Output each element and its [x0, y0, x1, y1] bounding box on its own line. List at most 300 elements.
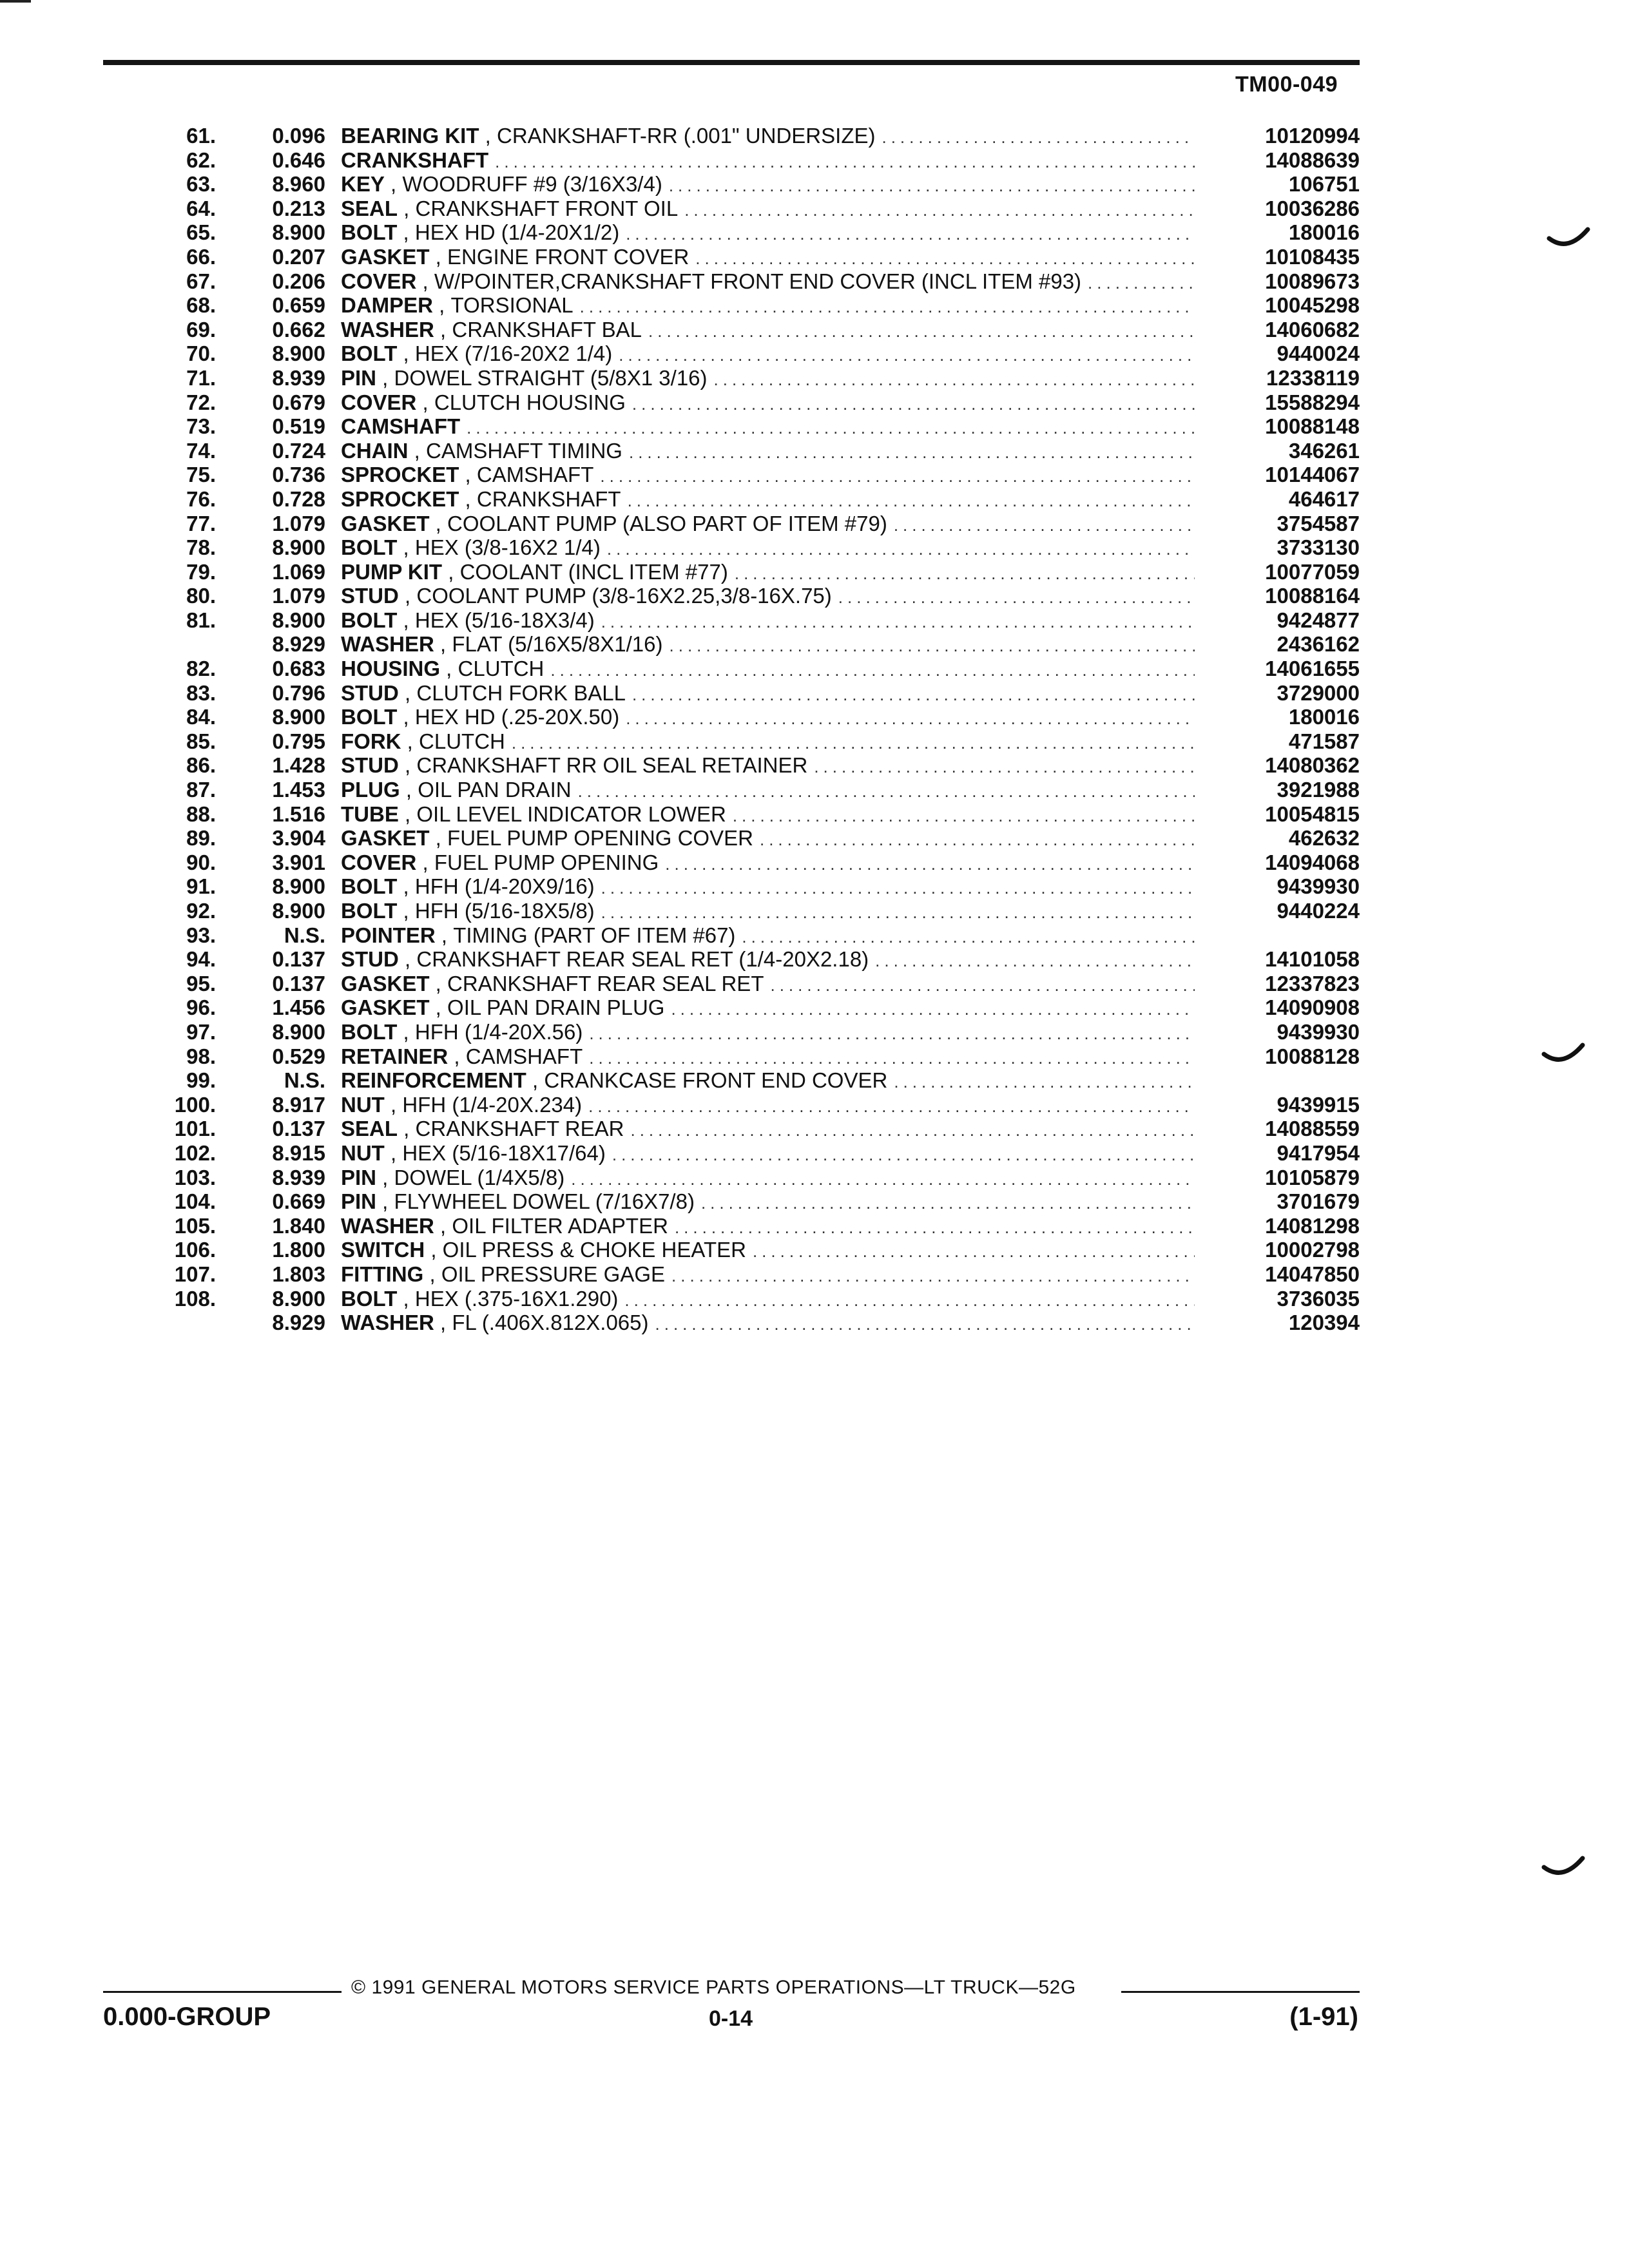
crop-mark [0, 0, 31, 3]
item-number: 61. [186, 124, 216, 148]
dot-leader [894, 1070, 1195, 1095]
part-description [325, 1166, 1205, 1192]
group-number: 0.796 [272, 680, 325, 705]
part-number: 10088164 [1265, 584, 1360, 608]
part-number: 10088128 [1265, 1044, 1360, 1068]
group-number: N.S. [284, 1068, 325, 1093]
part-name: FITTING [341, 1262, 424, 1286]
part-detail: TORSIONAL [450, 293, 574, 318]
item-number: 108. [174, 1286, 216, 1311]
part-detail: CLUTCH FORK BALL [416, 680, 626, 705]
description-separator: , [376, 1165, 394, 1189]
list-item [129, 608, 1360, 633]
page-number: 0-14 [709, 2006, 753, 2031]
description-separator: , [376, 1189, 394, 1214]
part-description [325, 1093, 1205, 1119]
part-name: STUD [341, 947, 399, 972]
list-item [129, 341, 1360, 366]
list-item [129, 414, 1360, 439]
group-number: 1.803 [272, 1262, 325, 1286]
part-number: 14090908 [1265, 995, 1360, 1020]
dot-leader [838, 586, 1195, 610]
part-name: PUMP KIT [341, 559, 443, 584]
part-detail: COOLANT PUMP (ALSO PART OF ITEM #79) [447, 511, 887, 535]
item-number: 91. [186, 874, 216, 899]
part-detail: OIL PRESS & CHOKE HEATER [442, 1238, 746, 1262]
part-detail: CRANKSHAFT [476, 486, 621, 511]
item-number: 81. [186, 608, 216, 632]
part-name: COVER [341, 850, 417, 874]
part-detail: CAMSHAFT [476, 463, 594, 487]
list-item [129, 947, 1360, 972]
group-number: 8.900 [272, 705, 325, 729]
group-number: 1.079 [272, 584, 325, 608]
description-separator: , [479, 124, 497, 148]
description-separator: , [397, 1019, 415, 1044]
part-name: SPROCKET [341, 463, 459, 487]
check-mark-icon [1541, 1043, 1586, 1068]
description-separator: , [408, 438, 427, 463]
part-name: BOLT [341, 899, 398, 923]
list-item [129, 366, 1360, 390]
part-description [325, 608, 1205, 635]
part-name: POINTER [341, 923, 436, 947]
part-description [325, 1311, 1205, 1337]
list-item [129, 390, 1360, 415]
item-number: 88. [186, 802, 216, 826]
description-separator: , [397, 535, 415, 560]
group-number: 0.137 [272, 947, 325, 972]
item-number: 63. [186, 172, 216, 197]
part-description [325, 972, 1205, 998]
list-item [129, 148, 1360, 173]
part-name: STUD [341, 753, 399, 778]
description-separator: , [429, 971, 448, 995]
item-number: 65. [186, 220, 216, 245]
part-name: GASKET [341, 971, 430, 995]
part-name: REINFORCEMENT [341, 1068, 526, 1093]
part-number: 14047850 [1265, 1262, 1360, 1286]
part-detail: WOODRUFF #9 (3/16X3/4) [402, 172, 662, 197]
part-number: 10045298 [1265, 293, 1360, 318]
list-item [129, 124, 1360, 148]
item-number: 69. [186, 317, 216, 341]
item-number: 75. [186, 463, 216, 487]
part-name: COVER [341, 390, 417, 414]
part-description [325, 729, 1205, 756]
part-number: 180016 [1288, 220, 1360, 245]
group-number: 3.904 [272, 826, 325, 850]
dot-leader [735, 562, 1195, 586]
list-item [129, 1044, 1360, 1069]
part-description [325, 850, 1205, 877]
group-number: 8.917 [272, 1092, 325, 1117]
part-number: 3754587 [1277, 511, 1360, 535]
part-description [325, 1117, 1205, 1143]
list-item [129, 512, 1360, 536]
description-separator: , [429, 826, 448, 850]
group-number: 8.929 [272, 632, 325, 657]
dot-leader [588, 1095, 1195, 1119]
part-number: 471587 [1288, 729, 1360, 753]
list-item [129, 439, 1360, 463]
part-detail: FLAT (5/16X5/8X1/16) [452, 632, 663, 657]
part-number: 10088148 [1265, 414, 1360, 439]
part-detail: FUEL PUMP OPENING COVER [447, 826, 753, 850]
item-number: 77. [186, 511, 216, 535]
check-mark-icon [1541, 1856, 1586, 1881]
part-detail: OIL LEVEL INDICATOR LOWER [416, 802, 726, 826]
part-name: TUBE [341, 802, 399, 826]
part-name: CHAIN [341, 438, 409, 463]
part-description [325, 414, 1205, 441]
part-detail: DOWEL STRAIGHT (5/8X1 3/16) [394, 365, 708, 390]
list-item [129, 1238, 1360, 1262]
part-number: 12338119 [1266, 365, 1360, 390]
part-name: GASKET [341, 511, 430, 535]
dot-leader [607, 537, 1195, 562]
list-item [129, 197, 1360, 221]
part-name: WASHER [341, 1311, 434, 1335]
list-item [129, 899, 1360, 923]
part-detail: OIL PRESSURE GAGE [441, 1262, 666, 1286]
dot-leader [671, 997, 1195, 1022]
part-detail: CRANKCASE FRONT END COVER [544, 1068, 888, 1093]
group-number: 1.453 [272, 778, 325, 802]
dot-leader [882, 126, 1195, 150]
description-separator: , [440, 657, 458, 681]
part-name: NUT [341, 1092, 385, 1117]
dot-leader [875, 949, 1195, 974]
part-detail: HFH (1/4-20X.234) [402, 1092, 583, 1117]
part-detail: TIMING (PART OF ITEM #67) [453, 923, 736, 947]
part-detail: COOLANT PUMP (3/8-16X2.25,3/8-16X.75) [416, 584, 832, 608]
list-item [129, 463, 1360, 487]
description-separator: , [397, 220, 415, 245]
dot-leader [684, 198, 1195, 223]
description-separator: , [384, 1140, 403, 1165]
list-item [129, 1117, 1360, 1141]
part-description [325, 1189, 1205, 1216]
item-number: 96. [186, 995, 216, 1020]
group-number: 1.800 [272, 1238, 325, 1262]
description-separator: , [434, 317, 452, 341]
part-name: PIN [341, 1165, 377, 1189]
part-description [325, 535, 1205, 562]
list-item [129, 1020, 1360, 1044]
part-description [325, 172, 1205, 198]
part-name: PIN [341, 1189, 377, 1214]
dot-leader [742, 925, 1195, 950]
item-number: 80. [186, 584, 216, 608]
part-name: FORK [341, 729, 401, 753]
list-item [129, 923, 1360, 948]
part-name: NUT [341, 1140, 385, 1165]
part-name: CAMSHAFT [341, 414, 461, 439]
part-name: PLUG [341, 778, 400, 802]
part-name: WASHER [341, 1213, 434, 1238]
part-detail: OIL PAN DRAIN PLUG [447, 995, 665, 1020]
part-detail: CLUTCH HOUSING [434, 390, 626, 414]
list-item [129, 1068, 1360, 1093]
description-separator: , [397, 341, 415, 366]
part-description [325, 778, 1205, 804]
dot-leader [670, 634, 1195, 658]
part-detail: HEX (.375-16X1.290) [414, 1286, 619, 1311]
part-number: 462632 [1288, 826, 1360, 850]
list-item [129, 1262, 1360, 1287]
part-description [325, 560, 1205, 586]
part-detail: HEX (7/16-20X2 1/4) [414, 341, 613, 366]
part-name: GASKET [341, 995, 430, 1020]
part-detail: CAMSHAFT TIMING [426, 438, 622, 463]
description-separator: , [416, 850, 434, 874]
part-name: BEARING KIT [341, 124, 479, 148]
description-separator: , [423, 1262, 441, 1286]
part-name: SEAL [341, 196, 398, 220]
part-detail: CRANKSHAFT-RR (.001" UNDERSIZE) [497, 124, 876, 148]
group-number: 0.728 [272, 486, 325, 511]
description-separator: , [384, 1092, 403, 1117]
group-number: 0.137 [272, 1117, 325, 1141]
list-item [129, 584, 1360, 608]
group-number: 8.915 [272, 1140, 325, 1165]
part-name: GASKET [341, 826, 430, 850]
part-description [325, 632, 1205, 658]
dot-leader [770, 974, 1195, 998]
revision-date: (1-91) [1289, 2003, 1358, 2031]
item-number: 83. [186, 680, 216, 705]
item-number: 92. [186, 899, 216, 923]
list-item [129, 535, 1360, 560]
list-item [129, 972, 1360, 996]
part-number: 14080362 [1265, 753, 1360, 778]
group-number: 0.096 [272, 124, 325, 148]
part-number: 10077059 [1265, 559, 1360, 584]
part-number: 9417954 [1277, 1140, 1360, 1165]
part-description [325, 197, 1205, 223]
part-description [325, 874, 1205, 901]
list-item [129, 657, 1360, 681]
dot-leader [665, 852, 1195, 877]
part-detail: CRANKSHAFT RR OIL SEAL RETAINER [416, 753, 808, 778]
dot-leader [601, 610, 1195, 635]
part-description [325, 1020, 1205, 1046]
group-number: 0.646 [272, 148, 325, 172]
group-number: 8.939 [272, 365, 325, 390]
part-detail: HEX HD (.25-20X.50) [414, 705, 620, 729]
group-number: 1.516 [272, 802, 325, 826]
list-item [129, 729, 1360, 754]
part-description [325, 1141, 1205, 1168]
item-number: 67. [186, 269, 216, 293]
item-number: 68. [186, 293, 216, 318]
part-description [325, 1214, 1205, 1240]
part-name: STUD [341, 584, 399, 608]
copyright-notice: © 1991 GENERAL MOTORS SERVICE PARTS OPERATIONS—LT TRUCK—52G [351, 1977, 1076, 1998]
part-number: 10105879 [1265, 1165, 1360, 1189]
part-detail: ENGINE FRONT COVER [447, 244, 689, 269]
description-separator: , [397, 705, 415, 729]
part-number: 9440024 [1277, 341, 1360, 366]
dot-leader [814, 755, 1195, 780]
item-number: 98. [186, 1044, 216, 1068]
part-number: 14061655 [1265, 657, 1360, 681]
description-separator: , [429, 511, 448, 535]
description-separator: , [398, 947, 417, 972]
item-number: 64. [186, 196, 216, 220]
item-number: 89. [186, 826, 216, 850]
part-description [325, 463, 1205, 489]
part-description [325, 1068, 1205, 1095]
list-item [129, 245, 1360, 269]
part-description [325, 584, 1205, 610]
part-number: 464617 [1288, 486, 1360, 511]
part-description [325, 753, 1205, 780]
part-name: KEY [341, 172, 385, 197]
dot-leader [714, 368, 1195, 392]
part-description [325, 124, 1205, 150]
item-number: 70. [186, 341, 216, 366]
part-name: RETAINER [341, 1044, 448, 1068]
part-name: GASKET [341, 244, 430, 269]
description-separator: , [397, 874, 415, 899]
part-number: 10120994 [1265, 124, 1360, 148]
list-item [129, 995, 1360, 1020]
part-number: 9424877 [1277, 608, 1360, 632]
part-number: 9439915 [1277, 1092, 1360, 1117]
part-number: 10089673 [1265, 269, 1360, 293]
item-number: 73. [186, 414, 216, 439]
item-number: 76. [186, 486, 216, 511]
part-description [325, 1262, 1205, 1289]
dot-leader [648, 320, 1195, 344]
part-name: SPROCKET [341, 486, 459, 511]
check-mark-icon [1547, 227, 1592, 253]
list-item [129, 802, 1360, 827]
list-item [129, 269, 1360, 294]
list-item [129, 632, 1360, 657]
dot-leader [550, 658, 1195, 683]
description-separator: , [435, 923, 454, 947]
list-item [129, 318, 1360, 342]
description-separator: , [434, 632, 452, 657]
description-separator: , [397, 608, 415, 632]
group-number: 0.213 [272, 196, 325, 220]
list-item [129, 778, 1360, 802]
group-number: 0.679 [272, 390, 325, 414]
part-detail: HFH (1/4-20X9/16) [414, 874, 595, 899]
description-separator: , [416, 390, 434, 414]
description-separator: , [398, 196, 416, 220]
dot-leader [619, 343, 1195, 368]
item-number: 93. [186, 923, 216, 947]
list-item [129, 681, 1360, 706]
list-item [129, 1214, 1360, 1238]
dot-leader [626, 707, 1195, 731]
part-description [325, 657, 1205, 683]
part-detail: FLYWHEEL DOWEL (7/16X7/8) [394, 1189, 695, 1214]
part-description [325, 681, 1205, 707]
description-separator: , [434, 1311, 452, 1335]
part-name: CRANKSHAFT [341, 148, 489, 172]
part-name: BOLT [341, 1286, 398, 1311]
part-description [325, 802, 1205, 829]
part-detail: HEX (3/8-16X2 1/4) [414, 535, 601, 560]
list-item [129, 172, 1360, 197]
part-description [325, 947, 1205, 974]
part-detail: OIL PAN DRAIN [418, 778, 572, 802]
description-separator: , [384, 172, 403, 197]
description-separator: , [401, 729, 419, 753]
part-number: 9439930 [1277, 1019, 1360, 1044]
group-number: 3.901 [272, 850, 325, 874]
part-number: 180016 [1288, 705, 1360, 729]
part-name: BOLT [341, 874, 398, 899]
group-number: 1.079 [272, 511, 325, 535]
dot-leader [612, 1143, 1195, 1168]
group-number: 1.069 [272, 559, 325, 584]
group-number: 8.900 [272, 1019, 325, 1044]
part-description [325, 341, 1205, 368]
part-name: WASHER [341, 632, 434, 657]
list-item [129, 705, 1360, 729]
item-number: 100. [174, 1092, 216, 1117]
list-item [129, 560, 1360, 584]
dot-leader [601, 901, 1195, 925]
item-number: 78. [186, 535, 216, 560]
part-name: BOLT [341, 341, 398, 366]
dot-leader [733, 804, 1195, 829]
dot-leader [589, 1046, 1195, 1071]
dot-leader [632, 683, 1195, 707]
list-item [129, 826, 1360, 850]
description-separator: , [434, 1213, 452, 1238]
part-name: PIN [341, 365, 377, 390]
part-number: 14088559 [1265, 1117, 1360, 1141]
description-separator: , [398, 680, 417, 705]
description-separator: , [459, 463, 477, 487]
dot-leader [629, 441, 1195, 465]
list-item [129, 1093, 1360, 1117]
group-number: 0.206 [272, 269, 325, 293]
dot-leader [675, 1216, 1195, 1240]
dot-leader [512, 731, 1195, 756]
item-number: 71. [186, 365, 216, 390]
item-number: 86. [186, 753, 216, 778]
dot-leader [894, 514, 1195, 538]
list-item [129, 874, 1360, 899]
part-description [325, 293, 1205, 320]
group-number: 8.900 [272, 341, 325, 366]
part-number: 10108435 [1265, 244, 1360, 269]
part-detail: CRANKSHAFT REAR SEAL RET (1/4-20X2.18) [416, 947, 869, 972]
description-separator: , [376, 365, 394, 390]
group-number: 0.659 [272, 293, 325, 318]
group-number: 8.900 [272, 1286, 325, 1311]
part-number: 14081298 [1265, 1213, 1360, 1238]
dot-leader [589, 1022, 1195, 1046]
dot-leader [1088, 271, 1195, 296]
description-separator: , [398, 802, 417, 826]
part-name: WASHER [341, 317, 434, 341]
part-name: BOLT [341, 1019, 398, 1044]
description-separator: , [448, 1044, 466, 1068]
group-number: 0.736 [272, 463, 325, 487]
group-number: 8.900 [272, 608, 325, 632]
dot-leader [580, 295, 1195, 320]
dot-leader [600, 465, 1195, 489]
